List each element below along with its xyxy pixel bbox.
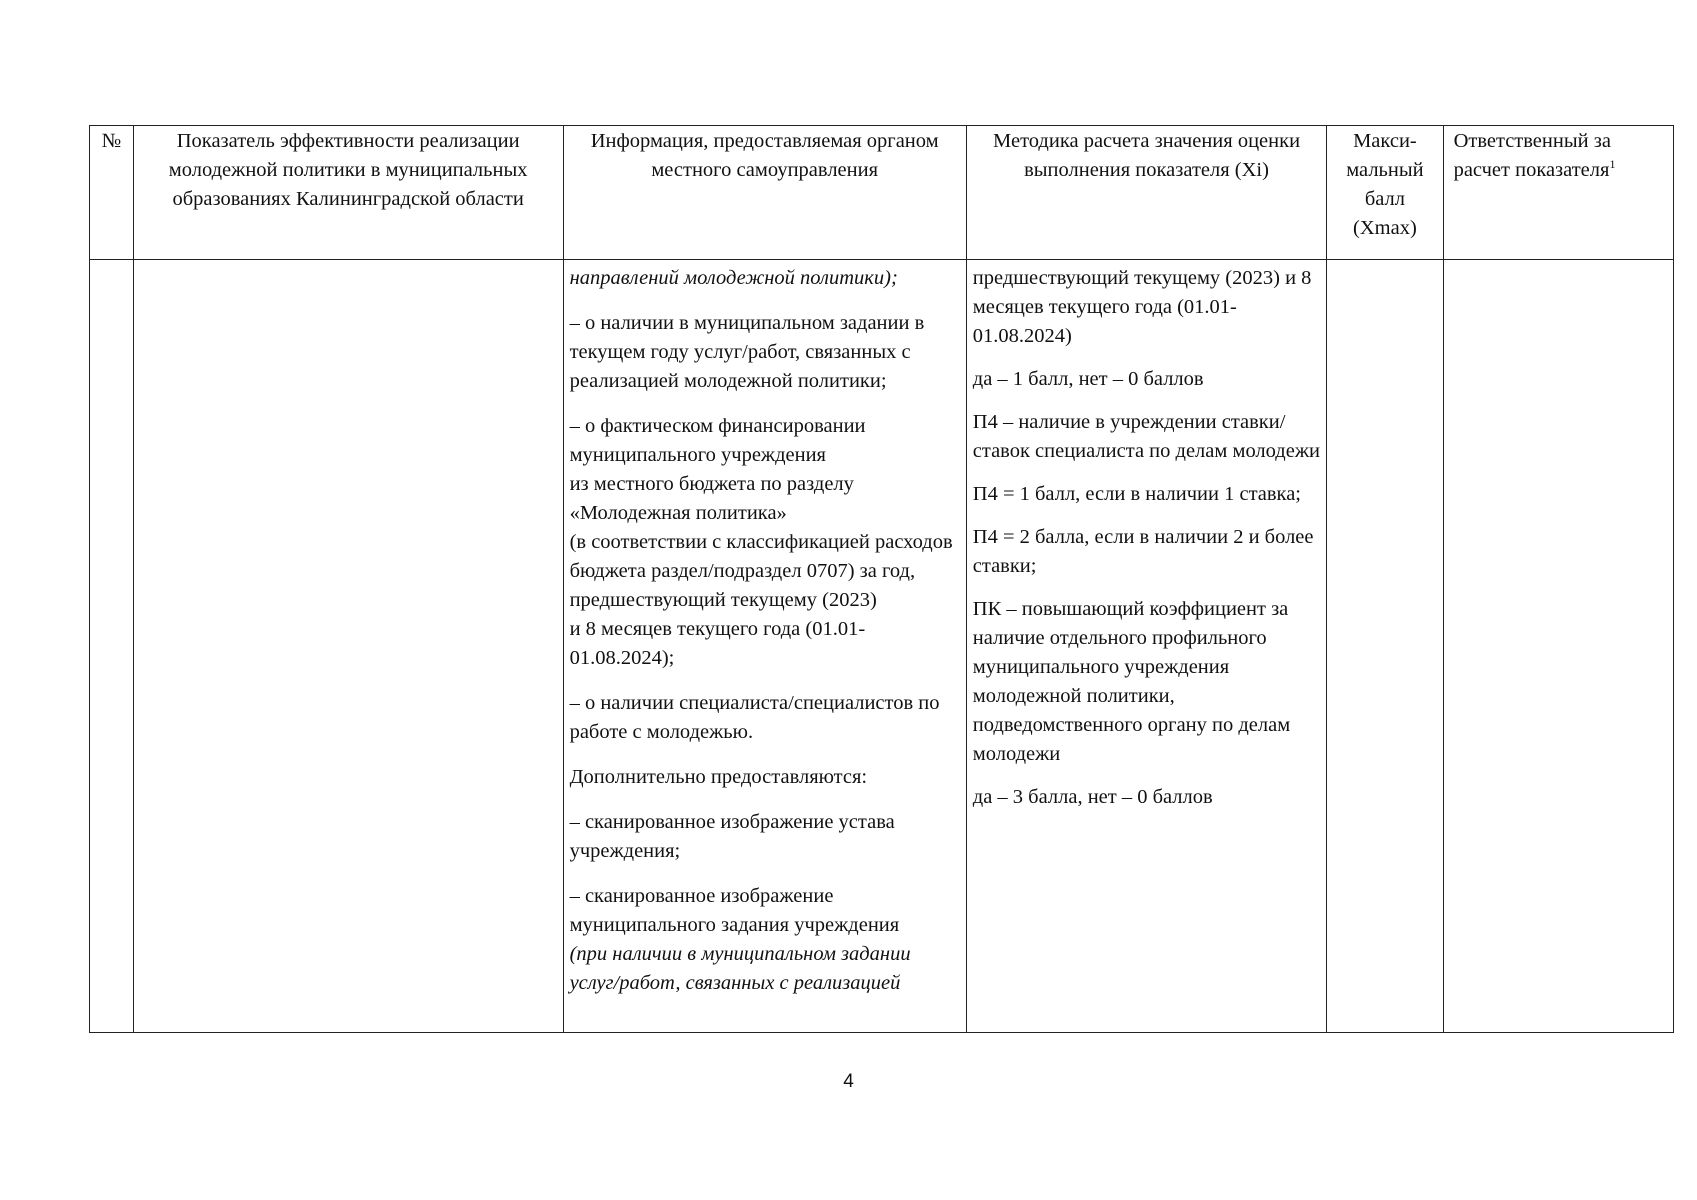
header-method: Методика расчета значения оценки выполнения показателя (Xi): [966, 126, 1327, 260]
method-paragraph: да – 1 балл, нет – 0 баллов: [972, 368, 1204, 390]
footnote-marker: 1: [1609, 157, 1616, 172]
info-last-paragraph: [570, 882, 960, 998]
header-responsible-text: Ответственный за расчет показателя: [1453, 130, 1611, 181]
method-paragraph: предшествующий текущему (2023) и 8 месяцев текущего года (01.01-01.08.2024): [972, 267, 1312, 347]
method-paragraph: П4 = 2 балла, если в наличии 2 и более ставки;: [972, 526, 1314, 577]
method-paragraph: П4 – наличие в учреждении ставки/ставок специалиста по делам молодежи: [972, 411, 1320, 462]
cell-max-score: [1327, 260, 1443, 1033]
cell-method: [966, 260, 1327, 1033]
cell-responsible: [1443, 260, 1673, 1033]
cell-info: [563, 260, 966, 1033]
info-paragraph: направлений молодежной политики);: [569, 267, 898, 289]
info-paragraph: – о наличии специалиста/специалистов по работе с молодежью.: [569, 692, 940, 743]
method-paragraph: ПК – повышающий коэффициент за наличие отдельного профильного муниципального учреждения молодежной политики, подведомственного органу по делам молодежи: [972, 598, 1291, 765]
method-paragraph: да – 3 балла, нет – 0 баллов: [972, 786, 1213, 808]
info-paragraph: – сканированное изображение устава учреждения;: [569, 811, 895, 862]
header-number: №: [90, 126, 134, 260]
info-paragraphs: [570, 264, 960, 866]
header-info: Информация, предоставляемая органом местного самоуправления: [563, 126, 966, 260]
cell-number: [90, 260, 134, 1033]
header-indicator: Показатель эффективности реализации молодежной политики в муниципальных образованиях Калининградской области: [133, 126, 563, 260]
table-row: [90, 260, 1674, 1033]
cell-indicator: [133, 260, 563, 1033]
info-paragraph: Дополнительно предоставляются:: [569, 766, 868, 788]
method-paragraph: П4 = 1 балл, если в наличии 1 ставка;: [972, 483, 1301, 505]
page-number: 4: [843, 1071, 854, 1092]
indicator-table: [89, 125, 1674, 1033]
table-header-row: [90, 126, 1674, 260]
info-paragraph: – о наличии в муниципальном задании в текущем году услуг/работ, связанных с реализацией молодежной политики;: [569, 312, 925, 392]
method-paragraphs: [973, 264, 1321, 812]
info-last-plain: – сканированное изображение муниципального задания учреждения: [569, 885, 900, 936]
info-paragraph: – о фактическом финансировании муниципального учреждения из местного бюджета по разделу «Молодежная политика» (в соответствии с классификацией расходов бюджета раздел/подраздел 0707) за год, предшествующий текущему (2023) и 8 месяцев текущего года (01.01-01.08.2024);: [569, 415, 953, 669]
header-responsible: [1443, 126, 1673, 260]
info-last-italic: (при наличии в муниципальном задании услуг/работ, связанных с реализацией: [569, 943, 911, 994]
header-max-score: Макси-мальный балл (Xmax): [1327, 126, 1443, 260]
